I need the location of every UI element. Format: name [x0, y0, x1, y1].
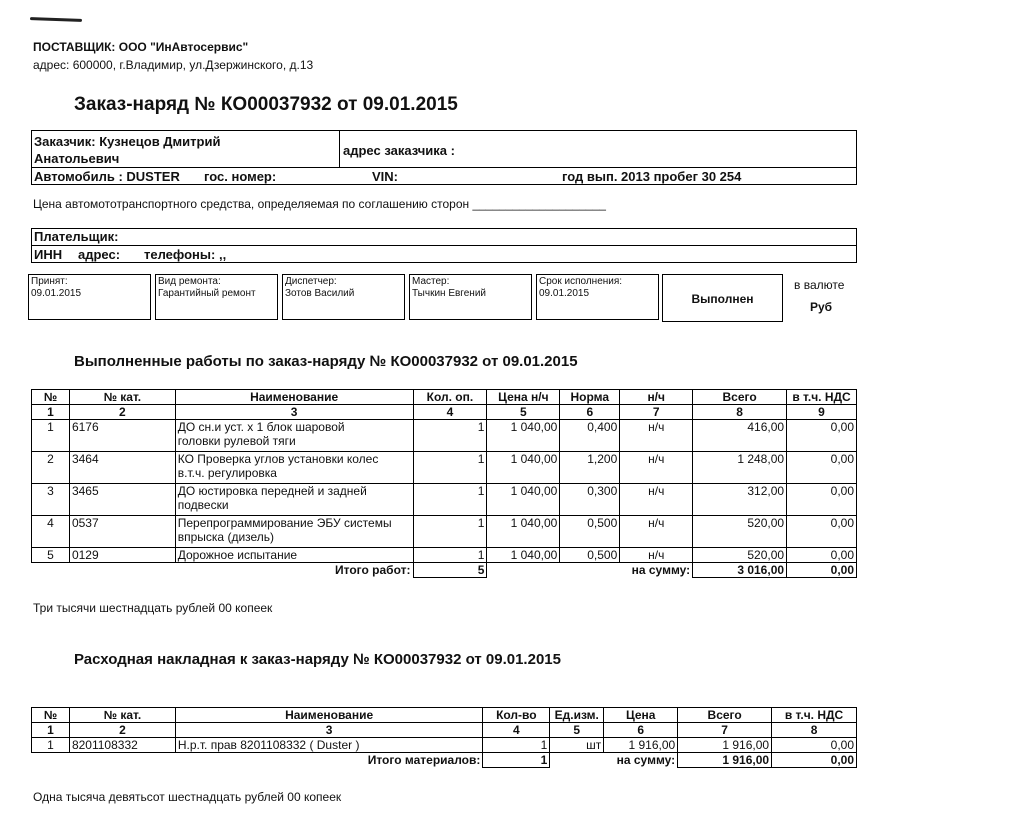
cell-vat: 0,00 — [772, 738, 857, 753]
cell-name — [175, 420, 413, 452]
table-row — [32, 420, 857, 452]
cell-name — [175, 484, 413, 516]
cell-norm: 0,400 — [560, 420, 620, 452]
customer-address-label: адрес заказчика : — [343, 143, 455, 158]
cell-name-line1: Перепрограммирование ЭБУ системы — [177, 516, 392, 530]
accepted-label: Принят: — [31, 276, 68, 287]
cell-total: 416,00 — [693, 420, 787, 452]
cell-vat: 0,00 — [787, 484, 857, 516]
col-index: 3 — [175, 723, 483, 738]
blank-cell — [32, 753, 70, 768]
deadline-value: 09.01.2015 — [539, 288, 590, 299]
materials-index-row — [32, 723, 857, 738]
cell-name-line2: впрыска (дизель) — [177, 530, 275, 544]
year-mileage: год вып. 2013 пробег 30 254 — [562, 169, 742, 184]
col-index: 2 — [69, 405, 175, 420]
cell-n: 1 — [32, 738, 70, 753]
cell-total: 1 248,00 — [693, 452, 787, 484]
works-sum-label: на сумму: — [631, 563, 691, 577]
cell-price: 1 916,00 — [604, 738, 678, 753]
blank-cell — [69, 753, 175, 768]
payer-label: Плательщик: — [34, 229, 119, 244]
col-header: в т.ч. НДС — [772, 708, 857, 723]
cell-unit: н/ч — [620, 516, 693, 548]
cell-name-line1: ДО сн.и уст. х 1 блок шаровой — [177, 420, 345, 434]
repair-type-box — [155, 274, 278, 320]
col-header: Всего — [678, 708, 772, 723]
cell-n: 2 — [32, 452, 70, 484]
col-index: 1 — [32, 723, 70, 738]
deadline-label: Срок исполнения: — [539, 276, 623, 287]
cell-total: 1 916,00 — [678, 738, 772, 753]
status-box — [662, 274, 783, 322]
repair-type-value: Гарантийный ремонт — [158, 288, 256, 299]
works-sum-vat: 0,00 — [787, 563, 857, 578]
vin-label: VIN: — [372, 169, 398, 184]
cell-price: 1 040,00 — [487, 452, 560, 484]
col-index: 9 — [787, 405, 857, 420]
materials-total-qty: 1 — [483, 753, 550, 768]
cell-cat: 3465 — [69, 484, 175, 516]
cell-unit: н/ч — [620, 420, 693, 452]
gos-number-label: гос. номер: — [204, 169, 277, 184]
cell-unit: н/ч — [620, 548, 693, 563]
materials-title: Расходная накладная к заказ-наряду № КО00037932 от 09.01.2015 — [74, 651, 561, 668]
cell-vat: 0,00 — [787, 420, 857, 452]
cell-name-line1: КО Проверка углов установки колес — [177, 452, 379, 466]
deadline-box — [536, 274, 659, 320]
cell-name — [175, 516, 413, 548]
cell-name: Дорожное испытание — [175, 548, 413, 563]
blank-cell — [69, 563, 175, 578]
cell-price: 1 040,00 — [487, 548, 560, 563]
col-index: 1 — [32, 405, 70, 420]
cell-norm: 0,300 — [560, 484, 620, 516]
table-row — [32, 452, 857, 484]
col-index: 6 — [560, 405, 620, 420]
works-title: Выполненные работы по заказ-наряду № КО00037932 от 09.01.2015 — [74, 353, 578, 370]
cell-vat: 0,00 — [787, 516, 857, 548]
master-label: Мастер: — [412, 276, 450, 287]
materials-sum-total: 1 916,00 — [678, 753, 772, 768]
works-total-row — [32, 563, 857, 578]
blank-cell — [32, 563, 70, 578]
materials-total-row — [32, 753, 857, 768]
materials-header-row — [32, 708, 857, 723]
cell-price: 1 040,00 — [487, 420, 560, 452]
col-header: № кат. — [69, 708, 175, 723]
blank-cell — [550, 753, 604, 768]
col-index: 3 — [175, 405, 413, 420]
customer-divider — [31, 167, 857, 168]
repair-type-label: Вид ремонта: — [158, 276, 221, 287]
cell-vat: 0,00 — [787, 548, 857, 563]
table-row — [32, 516, 857, 548]
col-index: 8 — [772, 723, 857, 738]
accepted-value: 09.01.2015 — [31, 288, 82, 299]
col-header: Кол-во — [483, 708, 550, 723]
price-agreement-line: Цена автомототранспортного средства, определяемая по соглашению сторон ____________________ — [33, 197, 606, 211]
table-row — [32, 484, 857, 516]
cell-cat: 0537 — [69, 516, 175, 548]
col-header: Всего — [693, 390, 787, 405]
col-header: н/ч — [620, 390, 693, 405]
materials-total-label: Итого материалов: — [367, 753, 481, 767]
payer-address-label: адрес: — [78, 247, 121, 262]
col-index: 7 — [620, 405, 693, 420]
col-header: № кат. — [69, 390, 175, 405]
cell-name — [175, 452, 413, 484]
cell-price: 1 040,00 — [487, 516, 560, 548]
works-index-row — [32, 405, 857, 420]
cell-name-line1: ДО юстировка передней и задней — [177, 484, 367, 498]
customer-name: Заказчик: Кузнецов Дмитрий — [34, 134, 221, 149]
master-box — [409, 274, 532, 320]
cell-vat: 0,00 — [787, 452, 857, 484]
cell-total: 312,00 — [693, 484, 787, 516]
cell-qty: 1 — [413, 452, 487, 484]
col-header: Норма — [560, 390, 620, 405]
cell-cat: 8201108332 — [69, 738, 175, 753]
cell-n: 5 — [32, 548, 70, 563]
master-value: Тычкин Евгений — [412, 288, 486, 299]
col-index: 8 — [693, 405, 787, 420]
scan-smudge — [30, 17, 82, 22]
accepted-box — [28, 274, 151, 320]
customer-name-2: Анатольевич — [34, 151, 120, 166]
table-row — [32, 548, 857, 563]
works-total-qty: 5 — [413, 563, 487, 578]
col-header: № — [32, 708, 70, 723]
blank-cell — [560, 563, 620, 578]
cell-qty: 1 — [413, 548, 487, 563]
cell-cat: 6176 — [69, 420, 175, 452]
cell-name-line2: головки рулевой тяги — [177, 434, 296, 448]
cell-n: 3 — [32, 484, 70, 516]
col-index: 5 — [550, 723, 604, 738]
currency-label: в валюте — [794, 278, 845, 292]
dispatcher-label: Диспетчер: — [285, 276, 337, 287]
cell-qty: 1 — [483, 738, 550, 753]
works-header-row — [32, 390, 857, 405]
col-header: № — [32, 390, 70, 405]
cell-name: Н.р.т. прав 8201108332 ( Duster ) — [175, 738, 483, 753]
cell-qty: 1 — [413, 420, 487, 452]
col-header: Наименование — [175, 390, 413, 405]
supplier-line: ПОСТАВЩИК: ООО "ИнАвтосервис" — [33, 40, 249, 54]
col-index: 5 — [487, 405, 560, 420]
works-sum-total: 3 016,00 — [693, 563, 787, 578]
cell-norm: 0,500 — [560, 516, 620, 548]
col-header: в т.ч. НДС — [787, 390, 857, 405]
supplier-address: адрес: 600000, г.Владимир, ул.Дзержинского, д.13 — [33, 58, 314, 72]
cell-cat: 3464 — [69, 452, 175, 484]
dispatcher-value: Зотов Василий — [285, 288, 355, 299]
inn-label: ИНН — [34, 247, 63, 262]
col-header: Цена н/ч — [487, 390, 560, 405]
materials-sum-vat: 0,00 — [772, 753, 857, 768]
cell-unit: шт — [550, 738, 604, 753]
status-value: Выполнен — [691, 292, 754, 306]
car-label: Автомобиль : DUSTER — [34, 169, 180, 184]
cell-name-line2: подвески — [177, 498, 229, 512]
materials-table — [31, 707, 857, 768]
cell-n: 1 — [32, 420, 70, 452]
cell-norm: 0,500 — [560, 548, 620, 563]
document-title: Заказ-наряд № КО00037932 от 09.01.2015 — [74, 94, 458, 115]
col-index: 7 — [678, 723, 772, 738]
col-index: 4 — [413, 405, 487, 420]
cell-total: 520,00 — [693, 548, 787, 563]
payer-divider — [31, 245, 857, 246]
cell-unit: н/ч — [620, 452, 693, 484]
cell-qty: 1 — [413, 516, 487, 548]
col-header: Цена — [604, 708, 678, 723]
col-header: Кол. оп. — [413, 390, 487, 405]
cell-unit: н/ч — [620, 484, 693, 516]
phones-label: телефоны: ,, — [144, 247, 227, 262]
cell-n: 4 — [32, 516, 70, 548]
customer-vsep — [339, 130, 340, 168]
materials-sum-label: на сумму: — [616, 753, 676, 767]
col-index: 6 — [604, 723, 678, 738]
table-row — [32, 738, 857, 753]
materials-sum-words: Одна тысяча девятьсот шестнадцать рублей 00 копеек — [33, 790, 342, 804]
cell-total: 520,00 — [693, 516, 787, 548]
cell-name-line2: в.т.ч. регулировка — [177, 466, 277, 480]
cell-price: 1 040,00 — [487, 484, 560, 516]
col-header: Ед.изм. — [550, 708, 604, 723]
works-sum-words: Три тысячи шестнадцать рублей 00 копеек — [33, 601, 273, 615]
blank-cell — [487, 563, 560, 578]
col-index: 4 — [483, 723, 550, 738]
cell-norm: 1,200 — [560, 452, 620, 484]
currency-value: Руб — [810, 300, 833, 314]
works-table — [31, 389, 857, 578]
cell-qty: 1 — [413, 484, 487, 516]
col-index: 2 — [69, 723, 175, 738]
dispatcher-box — [282, 274, 405, 320]
cell-cat: 0129 — [69, 548, 175, 563]
col-header: Наименование — [175, 708, 483, 723]
works-total-label: Итого работ: — [335, 563, 411, 577]
